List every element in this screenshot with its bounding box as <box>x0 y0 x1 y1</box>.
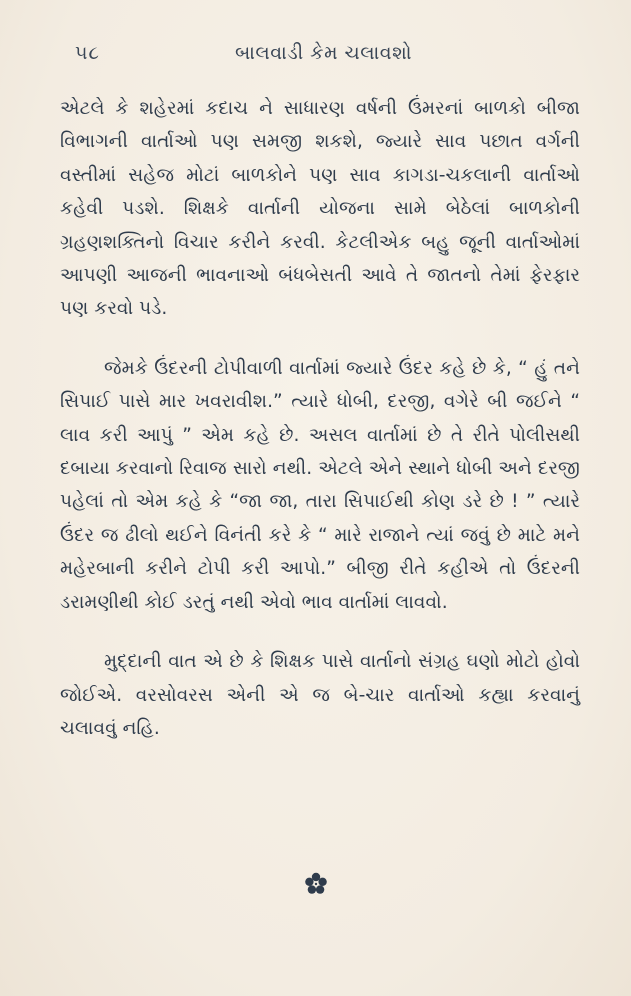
paragraph-3: મુદ્દાની વાત એ છે કે શિક્ષક પાસે વાર્તાનો સંગ્રહ ઘણો મોટો હોવો જોઈએ. વરસોવરસ એની એ જ બે-ચાર વાર્તાઓ કહ્યા કરવાનું ચલાવવું નહિ. <box>60 651 580 739</box>
paragraph-2: જેમકે ઉંદરની ટોપીવાળી વાર્તામાં જ્યારે ઉંદર કહે છે કે, “ હું તને સિપાઈ પાસે માર ખવરાવીશ.” ત્યારે ધોબી, દરજી, વગેરે બી જઈને “ લાવ કરી આપું ” એમ કહે છે. અસલ વાર્તામાં છે તે રીતે પોલીસથી દબાયા કરવાનો રિવાજ સારો નથી. એટલે એને સ્થાને ધોબી અને દરજી પહેલાં તો એમ કહે કે “જા જા, તારા સિપાઈથી કોણ ડરે છે ! ” ત્યારે ઉંદર જ ઢીલો થઈને વિનંતી કરે કે “ મારે રાજાને ત્યાં જવું છે માટે મને મહેરબાની કરીને ટોપી કરી આપો.” બીજી રીતે કહીએ તો ઉંદરની ડરામણીથી કોઈ ડરતું નથી એવો ભાવ વાર્તામાં લાવવો. <box>60 357 580 613</box>
page-number: ૫૮ <box>75 42 100 64</box>
paragraph-1: એટલે કે શહેરમાં કદાચ ને સાધારણ વર્ષની ઉંમરનાં બાળકો બીજા વિભાગની વાર્તાઓ પણ સમજી શકશે, જ્યારે સાવ પછાત વર્ગની વસ્તીમાં સહેજ મોટાં બાળકોને પણ સાવ કાગડા-ચકલાની વાર્તાઓ કહેવી પડશે. શિક્ષકે વાર્તાની યોજના સામે બેઠેલાં બાળકોની ગ્રહણશક્તિનો વિચાર કરીને કરવી. કેટલીએક બહુ જૂની વાર્તાઓમાં આપણી આજની ભાવનાઓ બંધબેસતી આવે તે જાતનો તેમાં ફેરફાર પણ કરવો પડે. <box>60 98 580 320</box>
body-text <box>60 92 580 771</box>
page-header <box>75 42 571 72</box>
flower-ornament-icon <box>304 872 328 896</box>
running-title: બાલવાડી કેમ ચલાવશો <box>235 42 412 64</box>
